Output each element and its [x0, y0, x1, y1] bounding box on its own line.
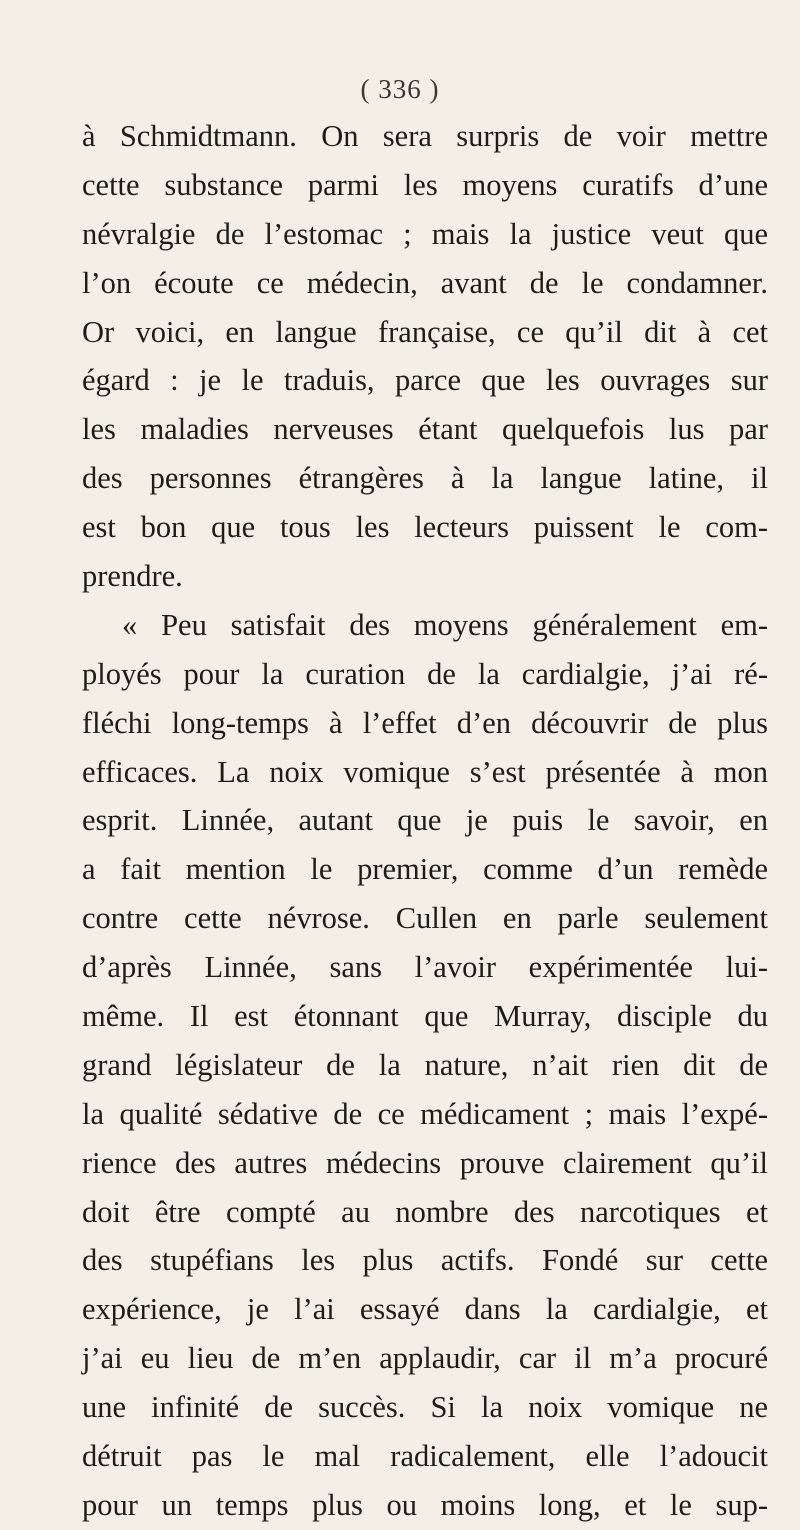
- text-line: contre cette névrose. Cullen en parle seulement: [82, 901, 768, 936]
- text-line: a fait mention le premier, comme d’un remède: [82, 852, 768, 887]
- text-line: d’après Linnée, sans l’avoir expérimentée lui-: [82, 950, 768, 985]
- text-line: grand législateur de la nature, n’ait rien dit de: [82, 1047, 768, 1082]
- text-line: les maladies nerveuses étant quelquefois lus par: [82, 412, 768, 447]
- text-line: Or voici, en langue française, ce qu’il dit à cet: [82, 314, 768, 349]
- text-line: détruit pas le mal radicalement, elle l’adoucit: [82, 1439, 768, 1474]
- text-line: la qualité sédative de ce médicament ; mais l’expé-: [82, 1096, 768, 1131]
- text-line: égard : je le traduis, parce que les ouvrages sur: [82, 363, 768, 398]
- text-line: rience des autres médecins prouve clairement qu’il: [82, 1145, 768, 1180]
- text-line: j’ai eu lieu de m’en applaudir, car il m’a procuré: [82, 1341, 768, 1376]
- text-line: l’on écoute ce médecin, avant de le condamner.: [82, 265, 768, 300]
- text-line: efficaces. La noix vomique s’est présentée à mon: [82, 754, 768, 789]
- text-line: esprit. Linnée, autant que je puis le savoir, en: [82, 803, 768, 838]
- page-number: ( 336 ): [360, 74, 440, 104]
- text-line: à Schmidtmann. On sera surpris de voir mettre: [82, 119, 768, 153]
- text-line: des personnes étrangères à la langue latine, il: [82, 461, 768, 496]
- text-line: cette substance parmi les moyens curatifs d’une: [82, 167, 768, 202]
- text-line: doit être compté au nombre des narcotiques et: [82, 1194, 768, 1229]
- text-line: une infinité de succès. Si la noix vomique ne: [82, 1390, 768, 1425]
- body-text: [82, 112, 768, 1530]
- text-line: fléchi long-temps à l’effet d’en découvrir de plus: [82, 705, 768, 740]
- text-line: des stupéfians les plus actifs. Fondé sur cette: [82, 1243, 768, 1278]
- text-line: prendre.: [82, 559, 183, 594]
- text-line: névralgie de l’estomac ; mais la justice veut que: [82, 216, 768, 251]
- text-line: même. Il est étonnant que Murray, disciple du: [82, 999, 768, 1034]
- text-line: est bon que tous les lecteurs puissent le com-: [82, 510, 768, 545]
- text-line: pour un temps plus ou moins long, et le sup-: [82, 1487, 768, 1522]
- text-line: expérience, je l’ai essayé dans la cardialgie, et: [82, 1292, 768, 1327]
- text-line: ployés pour la curation de la cardialgie, j’ai ré-: [82, 656, 768, 691]
- text-line: « Peu satisfait des moyens généralement em-: [122, 607, 768, 642]
